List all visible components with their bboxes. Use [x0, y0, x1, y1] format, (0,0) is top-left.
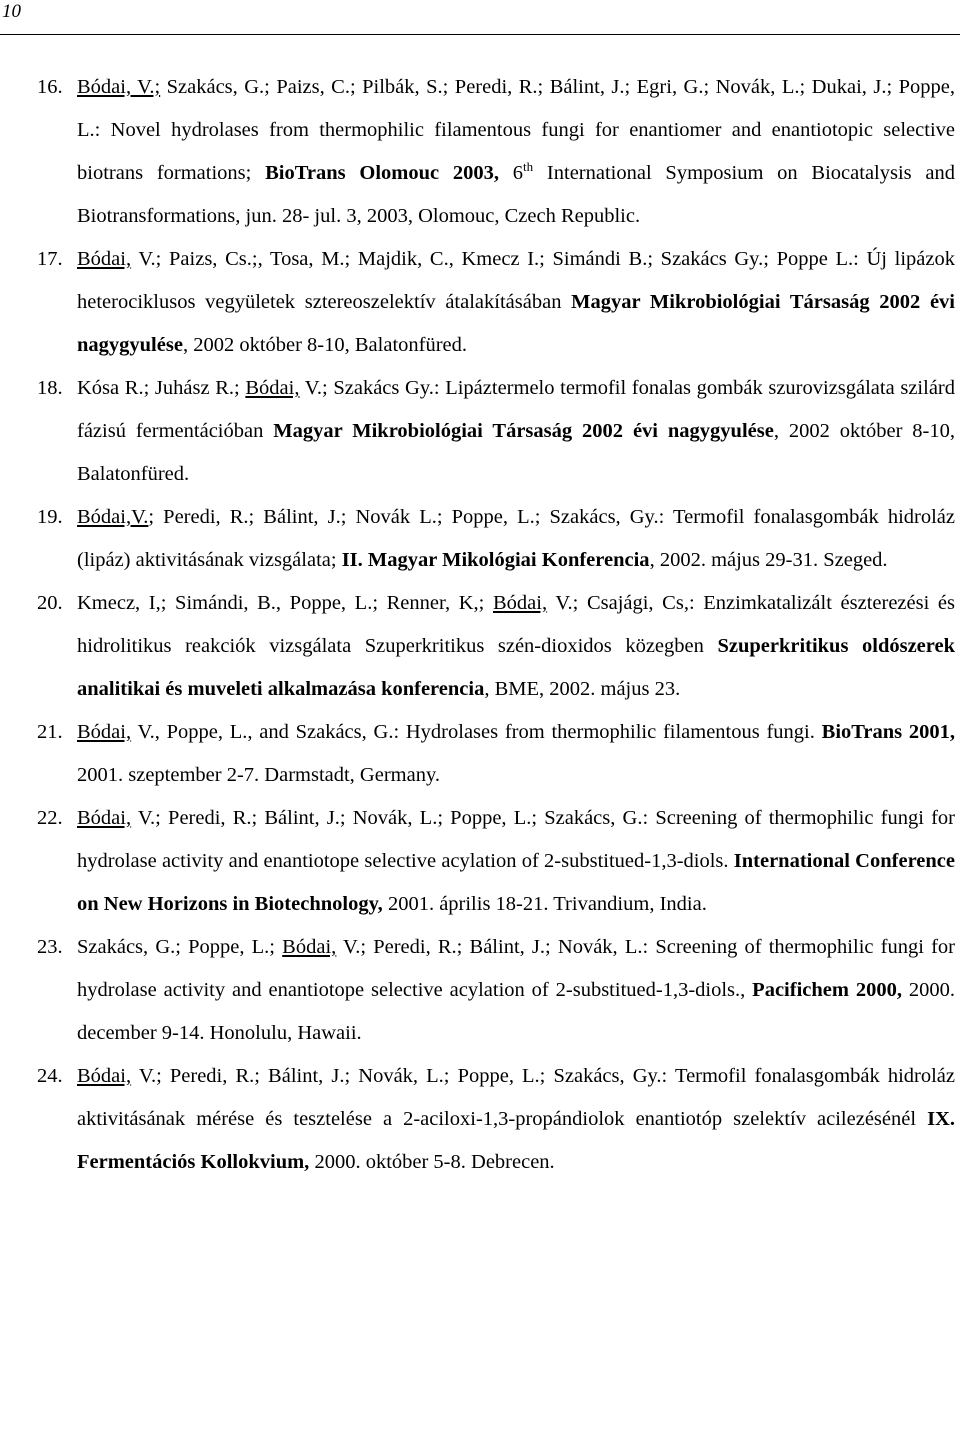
page-number: 10: [2, 1, 21, 22]
reference-item: [0, 926, 955, 1055]
reference-text: 2000. október 5-8. Debrecen.: [309, 1151, 555, 1173]
reference-text: 2000. december 9-14. Honolulu, Hawaii.: [77, 979, 955, 1044]
reference-item: [0, 582, 955, 711]
reference-text: ; Peredi, R.; Bálint, J.; Novák L.; Poppe, L.; Szakács, Gy.: Termofil fonalasgombák hidroláz (lipáz) aktivitásának vizsgálata;: [77, 506, 955, 571]
reference-text: V.; Peredi, R.; Bálint, J.; Novák, L.; Poppe, L.; Szakács, Gy.: Termofil fonalasgombák hidroláz aktivitásának mérése és tesztelése a 2-aciloxi-1,3-propándiolok enantiotóp szelektív acilezésénél: [77, 1065, 955, 1130]
reference-text: Szakács, G.; Poppe, L.;: [77, 936, 283, 958]
author-highlight: Bódai,: [493, 592, 548, 614]
reference-text: V.; Peredi, R.; Bálint, J.; Novák, L.; Poppe, L.; Szakács, G.: Screening of thermophilic fungi for hydrolase activity and enantiotope selective acylation of 2-substitued-1,3-diols.: [77, 807, 955, 872]
reference-text: , BME, 2002. május 23.: [484, 678, 681, 700]
reference-number: 21.: [37, 721, 63, 743]
reference-text: 2001. szeptember 2-7. Darmstadt, Germany.: [77, 764, 441, 786]
reference-number: 20.: [37, 592, 63, 614]
reference-text: Kmecz, I,; Simándi, B., Poppe, L.; Renner, K,;: [77, 592, 493, 614]
author-highlight: Bódai,: [282, 936, 337, 958]
conference-name: II. Magyar Mikológiai Konferencia: [341, 549, 650, 571]
reference-text: th: [523, 159, 534, 175]
reference-text: V.; Peredi, R.; Bálint, J.; Novák, L.: Screening of thermophilic fungi for hydrolase activity and enantiotope selective acylation of 2-substitued-1,3-diols.,: [77, 936, 955, 1001]
reference-item: [0, 797, 955, 926]
reference-text: Szakács, G.; Paizs, C.; Pilbák, S.; Peredi, R.; Bálint, J.; Egri, G.; Novák, L.; Dukai, J.; Poppe, L.: Novel hydrolases from thermophilic filamentous fungi for enantiomer and enantiotopic selective biotrans formations;: [77, 76, 955, 184]
conference-name: Magyar Mikrobiológiai Társaság 2002 évi nagygyulése: [77, 291, 955, 356]
reference-number: 17.: [37, 248, 63, 270]
author-highlight: Bódai,: [77, 807, 132, 829]
reference-number: 24.: [37, 1065, 63, 1087]
reference-number: 16.: [37, 76, 63, 98]
author-highlight: Bódai,: [77, 1065, 132, 1087]
reference-text: , 2002 október 8-10, Balatonfüred.: [77, 420, 956, 485]
header-rule: [0, 34, 960, 35]
author-highlight: Bódai, V.;: [77, 76, 161, 98]
conference-name: BioTrans 2001,: [821, 721, 956, 743]
reference-text: 2001. április 18-21. Trivandium, India.: [382, 893, 707, 915]
reference-text: V., Poppe, L., and Szakács, G.: Hydrolases from thermophilic filamentous fungi.: [131, 721, 822, 743]
reference-text: Kósa R.; Juhász R.;: [77, 377, 246, 399]
conference-name: Szuperkritikus oldószerek analitikai és muveleti alkalmazása konferencia: [77, 635, 956, 700]
reference-number: 23.: [37, 936, 63, 958]
reference-item: [0, 367, 955, 496]
reference-item: [0, 711, 955, 797]
reference-text: V.; Szakács Gy.: Lipáztermelo termofil fonalas gombák szurovizsgálata szilárd fázisú fermentációban: [77, 377, 955, 442]
author-highlight: Bódai,V.: [77, 506, 149, 528]
reference-text: V.; Paizs, Cs.;, Tosa, M.; Majdik, C., Kmecz I.; Simándi B.; Szakács Gy.; Poppe L.: Új lipázok heterociklusos vegyületek sztereoszelektív átalakításában: [77, 248, 955, 313]
conference-name: IX. Fermentációs Kollokvium,: [77, 1108, 955, 1173]
conference-name: International Conference on New Horizons in Biotechnology,: [77, 850, 955, 915]
conference-name: Pacifichem 2000,: [752, 979, 902, 1001]
reference-item: [0, 66, 955, 238]
author-highlight: Bódai,: [77, 248, 132, 270]
reference-text: V.; Csajági, Cs,: Enzimkatalizált észterezési és hidrolitikus reakciók vizsgálata Szuperkritikus szén-dioxidos közegben: [77, 592, 955, 657]
reference-item: [0, 496, 955, 582]
author-highlight: Bódai,: [245, 377, 300, 399]
reference-number: 19.: [37, 506, 63, 528]
author-highlight: Bódai,: [77, 721, 132, 743]
reference-text: , 2002. május 29-31. Szeged.: [649, 549, 888, 571]
conference-name: BioTrans Olomouc 2003,: [265, 162, 499, 184]
reference-text: 6: [499, 162, 524, 184]
reference-text: , 2002 október 8-10, Balatonfüred.: [182, 334, 468, 356]
conference-name: Magyar Mikrobiológiai Társaság 2002 évi nagygyulése: [273, 420, 774, 442]
reference-list: [0, 66, 955, 1184]
reference-number: 18.: [37, 377, 63, 399]
reference-item: [0, 238, 955, 367]
reference-text: International Symposium on Biocatalysis and Biotransformations, jun. 28- jul. 3, 2003, Olomouc, Czech Republic.: [77, 162, 956, 227]
reference-number: 22.: [37, 807, 63, 829]
reference-item: [0, 1055, 955, 1184]
